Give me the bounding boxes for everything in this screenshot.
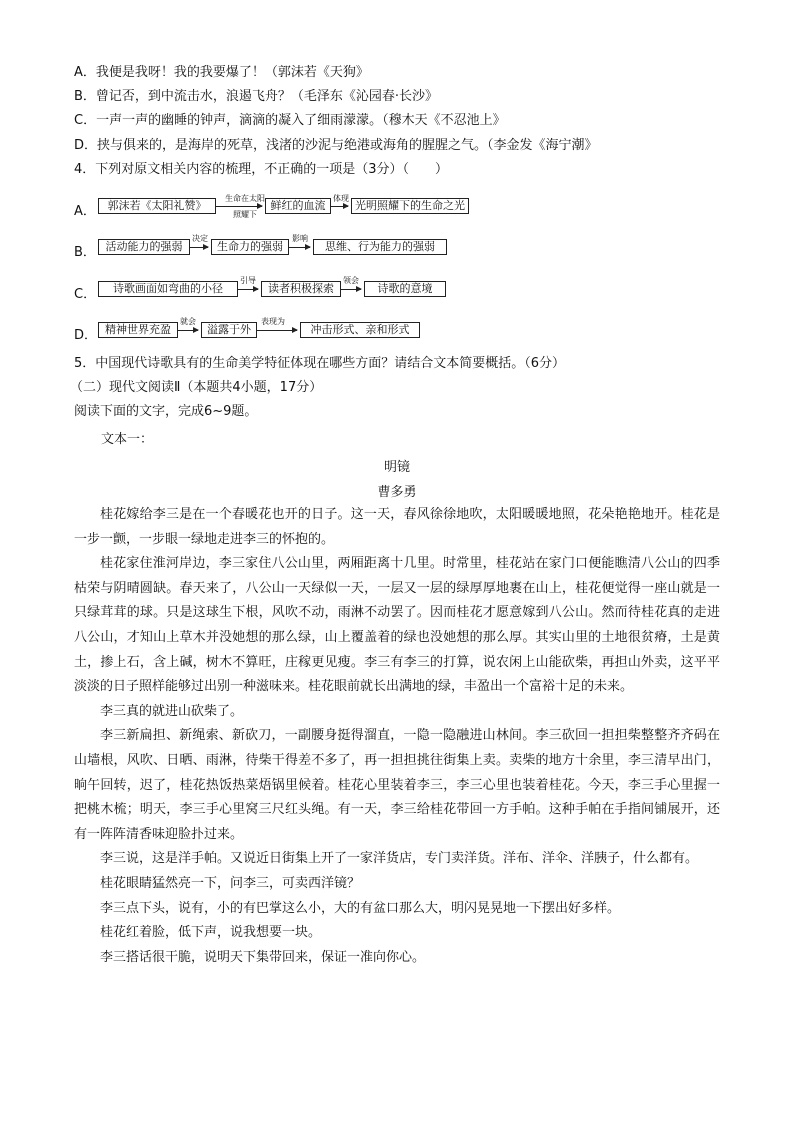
story-title: 明镜 — [383, 460, 410, 475]
flow-d-box2: 溢露于外 — [201, 322, 257, 338]
flow-b-box3: 思维、行为能力的强弱 — [313, 239, 447, 255]
flow-d-arrow1-label: 就会 — [180, 317, 196, 326]
instruction: 阅读下面的文字，完成6~9题。 — [74, 404, 258, 419]
flow-c-box3: 诗歌的意境 — [364, 281, 446, 297]
q4-stem: 4．下列对原文相关内容的梳理，不正确的一项是（3分）（ ） — [74, 162, 449, 177]
flow-b-box1: 活动能力的强弱 — [98, 239, 190, 255]
paragraph: 桂花眼睛猛然亮一下，问李三，可卖西洋镜？ — [100, 875, 361, 891]
flow-a-arrow1-top-label: 生命在太阳 — [225, 194, 265, 203]
paragraph: 桂花嫁给李三是在一个春暖花也开的日子。这一天，春风徐徐地吹，太阳暖暖地照，花朵艳艳地开。桂花是一步一颤，一步眼一绿地走进李三的怀抱的。 — [74, 507, 720, 547]
option-a-q3: A．我便是我呀！我的我要爆了！（郭沫若《天狗》 — [74, 65, 369, 80]
flow-a-box3: 光明照耀下的生命之光 — [351, 198, 469, 214]
flow-b-arrow1-label: 决定 — [192, 234, 208, 243]
flow-d-box3: 冲击形式、亲和形式 — [300, 322, 420, 338]
paragraph: 桂花家住淮河岸边，李三家住八公山里，两厢距离十几里。时常里，桂花站在家门口便能瞧清八公山的四季枯荣与阴晴圆缺。春天来了，八公山一天绿似一天，一层又一层的绿厚厚地裹在山上，桂花便觉得一座山就是一只绿茸茸的球。只是这球生下根，风吹不动，雨淋不动罢了。因而桂花才愿意嫁到八公山。然而待桂花真的走进八公山，才知山上草木并没她想的那么绿，山上覆盖着的绿也没她想的那么厚。其实山里的土地很贫瘠，土是黄土，掺上石，含上碱，树木不算旺，庄稼更见瘦。李三有李三的打算，说农闲上山能砍柴，再担山外卖，这平平淡淡的日子照样能够过出别一种滋味来。桂花眼前就长出满地的绿，丰盈出一个富裕十足的未来。 — [74, 556, 720, 695]
flow-d-label: D． — [74, 328, 98, 343]
flow-c-box1: 诗歌画面如弯曲的小径 — [98, 281, 238, 297]
paragraph: 李三搭话很干脆，说明天下集带回来，保证一准向你心。 — [100, 949, 426, 965]
flow-c-arrow2-label: 领会 — [343, 276, 359, 285]
flow-b-arrow1 — [190, 247, 208, 248]
flow-c-arrow1 — [238, 289, 258, 290]
section-header: （二）现代文阅读Ⅱ（本题共4小题，17分） — [70, 380, 323, 395]
flow-b-box2: 生命力的强弱 — [211, 239, 289, 255]
paragraph: 李三说，这是洋手帕。又说近日街集上开了一家洋货店，专门卖洋货。洋布、洋伞、洋胰子，什么都有。 — [100, 851, 699, 867]
flow-c-box2: 读者积极探索 — [261, 281, 341, 297]
flow-c-arrow1-label: 引导 — [240, 276, 256, 285]
paragraph: 李三真的就进山砍柴了。 — [100, 703, 244, 719]
flow-d-arrow2-label: 表现为 — [261, 317, 285, 326]
story-body — [74, 503, 720, 970]
paragraph: 桂花红着脸，低下声，说我想要一块。 — [100, 925, 322, 941]
text1-label: 文本一： — [101, 432, 154, 447]
flow-a-arrow1-bottom-label: 照耀下 — [233, 210, 257, 219]
flow-a-label: A． — [74, 204, 96, 219]
flow-c-arrow2 — [341, 289, 361, 290]
flow-c-label: C． — [74, 287, 97, 302]
flow-a-box1: 郭沫若《太阳礼赞》 — [98, 198, 216, 214]
flow-b-label: B． — [74, 245, 96, 260]
flow-a-box2: 鲜红的血流 — [265, 198, 331, 214]
q5: 5．中国现代诗歌具有的生命美学特征体现在哪些方面？请结合文本简要概括。（6分） — [74, 356, 566, 371]
option-c-q3: C．一声一声的幽睡的钟声，滴滴的凝入了细雨濛濛。（穆木天《不忍池上》 — [74, 113, 506, 128]
paragraph: 李三新扁担、新绳索、新砍刀，一副腰身挺得溜直，一隐一隐融进山林间。李三砍回一担担柴整整齐齐码在山墙根，风吹、日晒、雨淋，待柴干得差不多了，再一担担挑往街集上卖。卖柴的地方十余里，李三清早出门，晌午回转，迟了，桂花热饭热菜焐锅里候着。桂花心里装着李三，李三心里也装着桂花。今天，李三手心里握一把桃木梳；明天，李三手心里窝三尺红头绳。有一天，李三给桂花带回一方手帕。这种手帕在手指间铺展开，还有一阵阵清香味迎脸扑过来。 — [74, 728, 720, 842]
flow-d-arrow1 — [178, 330, 198, 331]
flow-a-arrow2 — [331, 206, 348, 207]
option-d-q3: D．挟与俱来的，是海岸的死草，浅渚的沙泥与绝港或海角的腥腥之气。（李金发《海宁潮》 — [74, 138, 598, 153]
story-author: 曹多勇 — [377, 485, 417, 500]
flow-b-arrow2 — [289, 247, 310, 248]
option-b-q3: B．曾记否，到中流击水，浪遏飞舟？（毛泽东《沁园春·长沙》 — [74, 89, 439, 104]
flow-d-arrow2 — [257, 330, 297, 331]
flow-a-arrow1 — [216, 206, 262, 207]
paragraph: 李三点下头，说有，小的有巴掌这么小，大的有盆口那么大，明闪晃晃地一下摆出好多样。 — [100, 900, 621, 916]
flow-d-box1: 精神世界充盈 — [98, 322, 178, 338]
flow-a-arrow2-label: 体现 — [333, 194, 349, 203]
flow-b-arrow2-label: 影响 — [292, 234, 308, 243]
